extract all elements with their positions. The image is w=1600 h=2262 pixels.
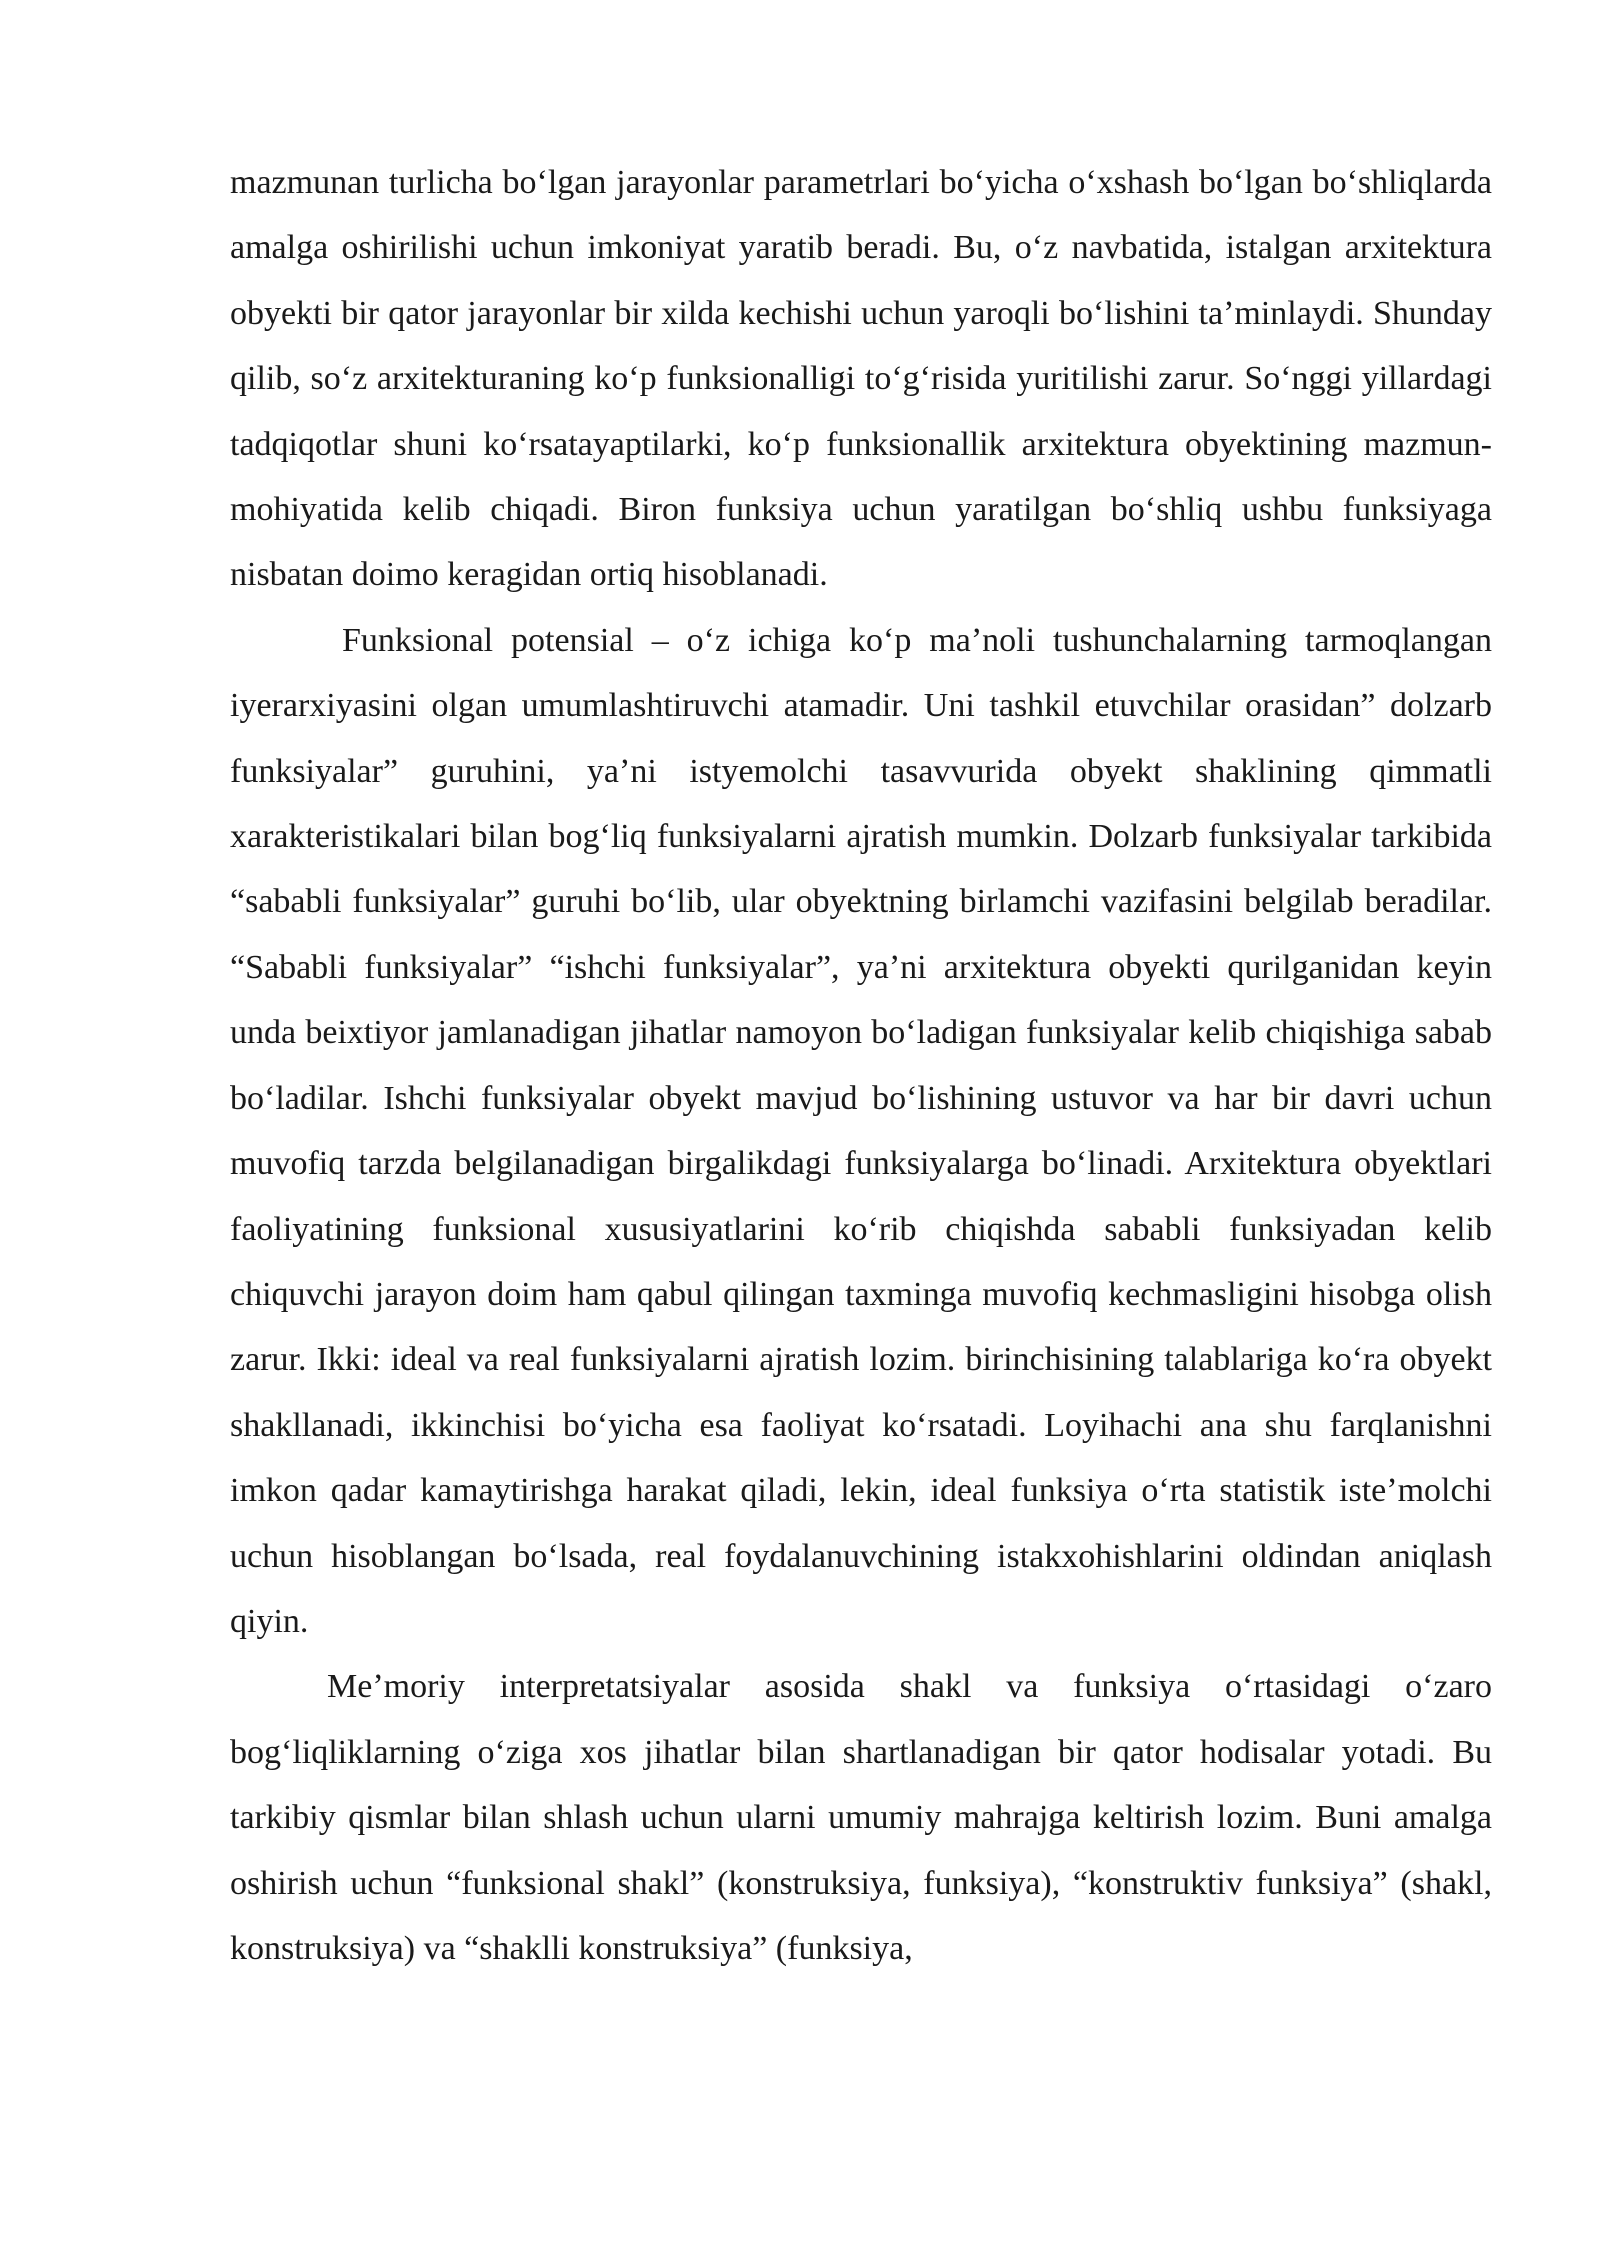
paragraph-1: mazmunan turlicha boʻlgan jarayonlar parametrlari boʻyicha oʻxshash boʻlgan boʻshliqlarda amalga oshirilishi uchun imkoniyat yaratib beradi. Bu, oʻz navbatida, istalgan arxitektura obyekti bir qator jarayonlar bir xilda kechishi uchun yaroqli boʻlishini taʼminlaydi. Shunday qilib, soʻz arxitekturaning koʻp funksionalligi toʻgʻrisida yuritilishi zarur. Soʻnggi yillardagi tadqiqotlar shuni koʻrsatayaptilarki, koʻp funksionallik arxitektura obyektining mazmun-mohiyatida kelib chiqadi. Biron funksiya uchun yaratilgan boʻshliq ushbu funksiyaga nisbatan doimo keragidan ortiq hisoblanadi. bbox=[230, 164, 1492, 594]
paragraph-3: Meʼmoriy interpretatsiyalar asosida shakl va funksiya oʻrtasidagi oʻzaro bogʻliqliklarning oʻziga xos jihatlar bilan shartlanadigan bir qator hodisalar yotadi. Bu tarkibiy qismlar bilan shlash uchun ularni umumiy mahrajga keltirish lozim. Buni amalga oshirish uchun “funksional shakl” (konstruksiya, funksiya), “konstruktiv funksiya” (shakl, konstruksiya) va “shaklli konstruksiya” (funksiya, bbox=[230, 1668, 1492, 1967]
document-body bbox=[230, 150, 1492, 1981]
paragraph-2: Funksional potensial – oʻz ichiga koʻp maʼnoli tushunchalarning tarmoqlangan iyerarxiyasini olgan umumlashtiruvchi atamadir. Uni tashkil etuvchilar orasidan” dolzarb funksiyalar” guruhini, yaʼni istyemolchi tasavvurida obyekt shaklining qimmatli xarakteristikalari bilan bogʻliq funksiyalarni ajratish mumkin. Dolzarb funksiyalar tarkibida “sababli funksiyalar” guruhi boʻlib, ular obyektning birlamchi vazifasini belgilab beradilar. “Sababli funksiyalar” “ishchi funksiyalar”, yaʼni arxitektura obyekti qurilganidan keyin unda beixtiyor jamlanadigan jihatlar namoyon boʻladigan funksiyalar kelib chiqishiga sabab boʻladilar. Ishchi funksiyalar obyekt mavjud boʻlishining ustuvor va har bir davri uchun muvofiq tarzda belgilanadigan birgalikdagi funksiyalarga boʻlinadi. Arxitektura obyektlari faoliyatining funksional xususiyatlarini koʻrib chiqishda sababli funksiyadan kelib chiquvchi jarayon doim ham qabul qilingan taxminga muvofiq kechmasligini hisobga olish zarur. Ikki: ideal va real funksiyalarni ajratish lozim. birinchisining talablariga koʻra obyekt shakllanadi, ikkinchisi boʻyicha esa faoliyat koʻrsatadi. Loyihachi ana shu farqlanishni imkon qadar kamaytirishga harakat qiladi, lekin, ideal funksiya oʻrta statistik isteʼmolchi uchun hisoblangan boʻlsada, real foydalanuvchining istakxohishlarini oldindan aniqlash qiyin. bbox=[230, 621, 1492, 1640]
